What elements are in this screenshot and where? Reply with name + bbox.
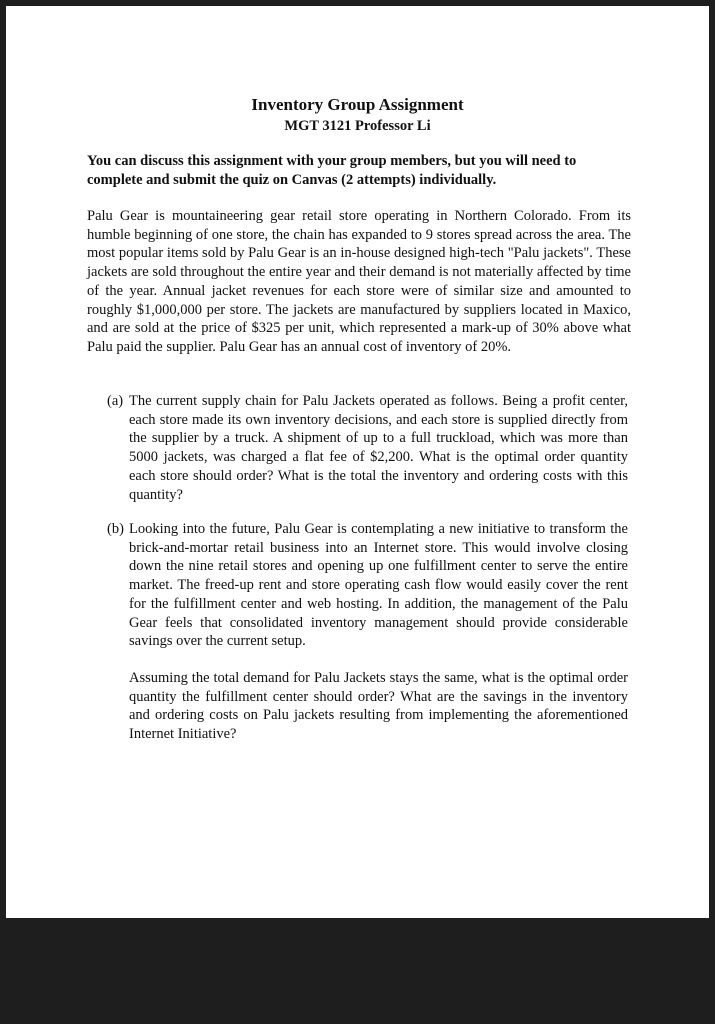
question-b [107,520,628,744]
document-page [6,6,709,918]
intro-paragraph: Palu Gear is mountaineering gear retail store operating in Northern Colorado. From its humble beginning of one store, the chain has expanded to 9 stores spread across the area. The most popular items sold by Palu Gear is an in-house designed high-tech "Palu jackets". These jackets are sold throughout the entire year and their demand is not materially affected by time of the year. Annual jacket revenues for each store were of similar size and amounted to roughly $1,000,000 per store. The jackets are manufactured by suppliers located in Maxico, and are sold at the price of $325 per unit, which represented a mark-up of 30% above what Palu paid the supplier. Palu Gear has an annual cost of inventory of 20%. [87,208,631,355]
assignment-notice: You can discuss this assignment with your group members, but you will need to complete and submit the quiz on Canvas (2 attempts) individually. [87,153,577,188]
question-a [107,392,628,504]
question-b-followup: Assuming the total demand for Palu Jackets stays the same, what is the optimal order quantity the fulfillment center should order? What are the savings in the inventory and ordering costs on Palu jackets resulting from implementing the aforementioned Internet Initiative? [129,669,628,743]
question-a-text: The current supply chain for Palu Jackets operated as follows. Being a profit center, each store made its own inventory decisions, and each store is supplied directly from the supplier by a truck. A shipment of up to a full truckload, which was more than 5000 jackets, was charged a flat fee of $2,200. What is the optimal order quantity each store should order? What is the total the inventory and ordering costs with this quantity? [129,393,628,503]
question-b-text: Looking into the future, Palu Gear is contemplating a new initiative to transform the brick-and-mortar retail business into an Internet store. This would involve closing down the nine retail stores and opening up one fulfillment center to serve the entire market. The freed-up rent and store operating cash flow would easily cover the rent for the fulfillment center and web hosting. In addition, the management of the Palu Gear feels that consolidated inventory management should provide considerable savings over the current setup. [129,521,628,650]
document-subtitle: MGT 3121 Professor Li [284,118,431,134]
document-title: Inventory Group Assignment [251,95,464,114]
question-a-marker: (a) [107,393,124,409]
title-block [6,94,709,136]
question-b-marker: (b) [107,521,124,537]
